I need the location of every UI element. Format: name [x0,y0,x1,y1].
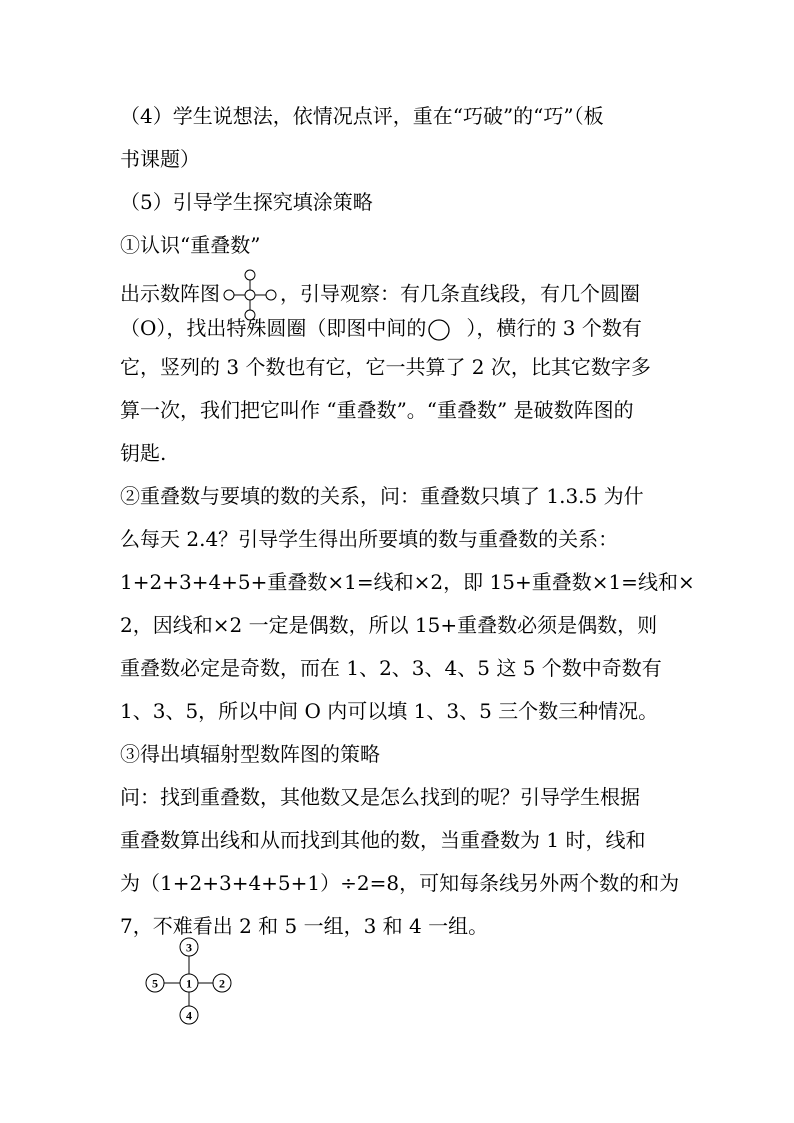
circle-icon [426,317,452,343]
text-line-11: 么每天 2.4？引导学生得出所要填的数与重叠数的关系： [120,527,619,551]
text-line-14: 重叠数必定是奇数，而在 1、2、3、4、5 这 5 个数中奇数有 [120,656,662,680]
node-center [180,974,198,992]
formula-line-19: 为（1+2+3+4+5+1）÷2=8，可知每条线另外两个数的和为 [120,871,680,895]
text-line-13: 2，因线和×2 一定是偶数，所以 15+重叠数必须是偶数，则 [120,613,658,637]
subheading-overlap-number: ①认识“重叠数” [120,233,261,257]
node-right-label: 2 [219,976,225,991]
text-show-diagram: 出示数阵图 [120,281,220,306]
text-line-6 [120,311,642,345]
node-bottom [180,1006,198,1024]
node-left [146,974,164,992]
text-line-15: 1、3、5，所以中间 O 内可以填 1、3、5 三个数三种情况。 [120,699,659,723]
section-heading-5: （5）引导学生探究填涂策略 [120,190,373,214]
subheading-strategy: ③得出填辐射型数阵图的策略 [120,742,380,766]
text-line-1: （4）学生说想法，依情况点评，重在“巧破”的“巧”（板 [120,104,604,128]
text-line-8: 算一次，我们把它叫作 “重叠数”。“重叠数” 是破数阵图的 [120,398,634,422]
node-bottom-label: 4 [186,1008,192,1023]
node-right [213,974,231,992]
subheading-relation: ②重叠数与要填的数的关系，问：重叠数只填了 1.3.5 为什 [120,484,644,508]
text-row-three: ），横行的 3 个数有 [466,316,642,340]
text-line-2: 书课题） [120,147,200,171]
node-center-label: 1 [186,976,192,991]
text-guide-observe: ，引导观察：有几条直线段，有几个圆圈 [280,281,640,306]
node-top-label: 3 [186,940,192,955]
text-line-7: 它，竖列的 3 个数也有它，它一共算了 2 次，比其它数字多 [120,355,651,379]
node-top [180,938,198,956]
text-line-9: 钥匙. [120,441,167,465]
formula-line-12: 1+2+3+4+5+重叠数×1=线和×2，即 15+重叠数×1=线和× [120,570,695,594]
node-left-label: 5 [152,976,158,991]
radial-number-diagram [140,935,240,1030]
text-find-special: （O），找出特殊圆圈（即图中间的 [120,316,427,340]
text-line-18: 重叠数算出线和从而找到其他的数，当重叠数为 1 时，线和 [120,828,646,852]
text-line-17: 问：找到重叠数，其他数又是怎么找到的呢？引导学生根据 [120,785,640,809]
text-line-20: 7，不难看出 2 和 5 一组，3 和 4 一组。 [120,914,489,938]
